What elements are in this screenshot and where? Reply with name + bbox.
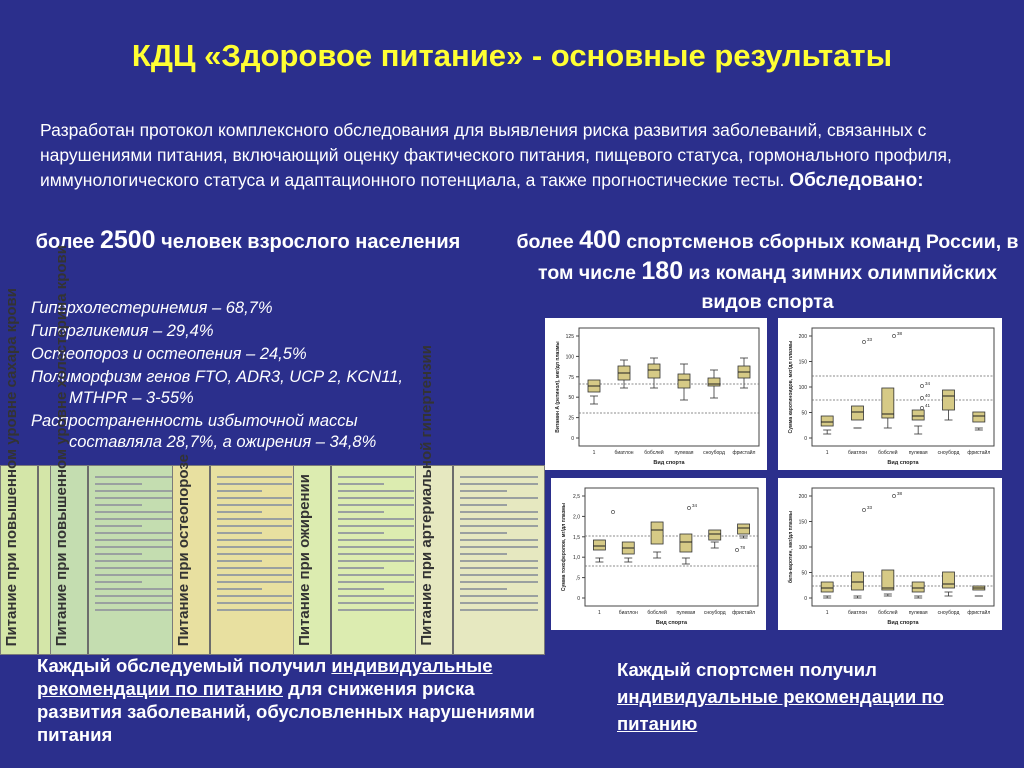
x-tick-label: пулевая (908, 450, 928, 456)
brochure-sugar: Питание при повышенном уровне сахара крови (0, 465, 54, 655)
outlier-point (920, 406, 923, 409)
x-tick-label: 1 (598, 610, 601, 616)
y-tick-label: ,5 (575, 575, 580, 582)
finding-item: Гиперхолестеринемия – 68,7% (31, 299, 273, 317)
y-axis-label: Витамин А (ретинол), мкг/дл плазмы (555, 341, 561, 433)
y-tick-label: 1,0 (573, 555, 580, 562)
box (912, 410, 924, 420)
plot-frame (585, 488, 758, 606)
outlier-point (735, 548, 738, 551)
brochure-cholesterol: Питание при повышенном уровне холестерина крови (50, 465, 180, 655)
outlier-point (862, 340, 865, 343)
y-tick-label: 0 (577, 596, 580, 602)
box (678, 374, 690, 388)
y-tick-label: 0 (571, 436, 574, 442)
outlier-point (892, 494, 895, 497)
x-tick-label: пулевая (908, 610, 928, 616)
outlier-point (611, 510, 614, 513)
athletes-prefix: более (516, 231, 574, 253)
plot-frame (812, 488, 994, 606)
y-tick-label: 100 (565, 354, 574, 361)
intro-paragraph (40, 118, 990, 193)
x-axis-label: Вид спорта (655, 620, 688, 626)
x-tick-label: сноуборд (703, 610, 726, 616)
y-axis-label: бета-каротин, мкг/дл плазмы (788, 510, 794, 584)
box (943, 390, 955, 410)
y-tick-label: 100 (798, 545, 807, 551)
box (821, 582, 833, 592)
box (651, 522, 663, 544)
outlier-label: 34 (692, 503, 698, 508)
athletes-count: 400 (579, 226, 621, 254)
athletes-rec-text: Каждый спортсмен получил (617, 659, 877, 680)
y-tick-label: 75 (568, 374, 574, 381)
box (882, 570, 894, 590)
box (973, 412, 985, 422)
box (912, 582, 924, 592)
y-tick-label: 2,0 (573, 514, 580, 521)
finding-item: Остеопороз и остеопения – 24,5% (31, 345, 307, 363)
y-tick-label: 0 (804, 596, 807, 602)
outlier-point (920, 396, 923, 399)
box (943, 572, 955, 588)
outlier-label: 78 (740, 545, 746, 550)
chart-vitamin-a (545, 318, 767, 470)
outlier-point (687, 506, 690, 509)
outlier-label: 41 (925, 403, 931, 408)
x-axis-label: Вид спорта (887, 620, 919, 626)
adults-heading (28, 226, 468, 257)
x-tick-label: фристайл (732, 450, 756, 456)
adults-prefix: более (35, 231, 95, 253)
x-axis-label: Вид спорта (653, 460, 685, 466)
x-tick-label: биатлон (618, 610, 638, 616)
outlier-label: 40 (925, 393, 931, 398)
chart-carotenoids (778, 318, 1002, 470)
y-tick-label: 125 (565, 334, 574, 340)
finding-item: Полиморфизм генов FTO, ADR3, UCP 2, KCN11, MTHPR – 3-55% (31, 368, 403, 407)
plot-frame (812, 328, 994, 446)
x-tick-label: бобслей (878, 610, 898, 616)
y-tick-label: 1,5 (573, 534, 580, 541)
brochure-obesity: Питание при ожирении (293, 465, 421, 655)
outlier-label: 38 (897, 491, 903, 496)
slide-title: КДЦ «Здоровое питание» - основные результаты (131, 38, 893, 73)
x-tick-label: сноуборд (703, 450, 725, 456)
x-tick-label: биатлон (614, 450, 634, 456)
adults-rec-text2: для снижения риска развития заболеваний, обусловленных нарушениями питания (37, 678, 535, 745)
adults-rec-link: индивидуальные рекомендации по питанию (37, 655, 493, 699)
box (738, 524, 750, 534)
x-tick-label: фристайл (732, 610, 756, 616)
athletes-mid: спортсменов сборных команд России, в том числе (538, 231, 1019, 284)
x-tick-label: 1 (592, 450, 596, 456)
finding-item: Распространенность избыточной массы составляла 28,7%, а ожирения – 34,8% (31, 412, 377, 451)
winter-athletes-count: 180 (641, 257, 684, 285)
adults-suffix: человек взрослого населения (161, 231, 461, 253)
outlier-label: 38 (897, 331, 903, 336)
x-tick-label: бобслей (644, 450, 664, 456)
y-tick-label: 25 (568, 415, 574, 422)
adults-rec-text: Каждый обследуемый получил (37, 655, 327, 676)
adults-count: 2500 (99, 226, 156, 254)
y-tick-label: 0 (804, 436, 807, 442)
athletes-rec-link: индивидуальные рекомендации по питанию (617, 686, 944, 734)
boxplot-carotenoids (778, 318, 1002, 470)
y-tick-label: 2,5 (573, 494, 580, 500)
x-tick-label: сноуборд (937, 450, 960, 456)
box (648, 364, 660, 378)
box (709, 530, 721, 540)
boxplot-tocopherols (551, 478, 766, 630)
outlier-label: 33 (867, 337, 873, 342)
y-tick-label: 200 (798, 334, 807, 340)
x-tick-label: 1 (825, 450, 829, 456)
y-tick-label: 50 (568, 395, 574, 402)
finding-item: Гипергликемия – 29,4% (31, 322, 214, 340)
x-tick-label: сноуборд (937, 610, 960, 616)
outlier-point (892, 334, 895, 337)
box (852, 406, 864, 420)
outlier-label: 34 (925, 381, 931, 386)
x-tick-label: фристайл (967, 450, 991, 456)
boxplot-beta-carotene (778, 478, 1002, 630)
y-tick-label: 50 (801, 570, 807, 577)
outlier-label: 33 (867, 505, 873, 510)
athletes-recommendation (617, 656, 997, 737)
box (680, 534, 692, 552)
y-tick-label: 50 (801, 410, 807, 417)
box (821, 416, 833, 426)
y-tick-label: 200 (798, 494, 807, 500)
athletes-suffix: из команд зимних олимпийских видов спорта (688, 262, 997, 313)
outlier-point (862, 508, 865, 511)
x-tick-label: бобслей (878, 450, 898, 456)
x-tick-label: 1 (825, 610, 829, 616)
x-tick-label: пулевая (674, 450, 694, 456)
athletes-heading (515, 226, 1020, 317)
x-tick-label: биатлон (847, 450, 868, 456)
x-axis-label: Вид спорта (887, 460, 919, 466)
box (593, 540, 605, 550)
x-tick-label: бобслей (647, 610, 667, 616)
box (852, 572, 864, 590)
x-tick-label: пулевая (676, 610, 696, 616)
brochure-osteoporosis: Питание при остеопорозе (172, 465, 299, 655)
box (708, 378, 720, 386)
brochure-hypertension: Питание при артериальной гипертензии (415, 465, 545, 655)
y-axis-label: Сумма токоферолов, мг/дл плазмы (561, 502, 567, 592)
y-axis-label: Сумма каротиноидов, мкг/дл плазмы (788, 340, 794, 434)
x-tick-label: фристайл (967, 610, 991, 616)
adults-recommendation (37, 654, 537, 746)
outlier-point (920, 384, 923, 387)
y-tick-label: 100 (798, 385, 807, 391)
chart-tocopherols (551, 478, 766, 630)
chart-beta-carotene (778, 478, 1002, 630)
y-tick-label: 150 (798, 519, 807, 526)
intro-text: Разработан протокол комплексного обследования для выявления риска развития заболеваний, связанных с нарушениями питания, включающий оценку фактического питания, пищевого статуса, гормонального профиля, иммунологического статуса и адаптационного потенциала, а также прогностические тесты. (40, 120, 952, 190)
intro-emphasis: Обследовано: (789, 170, 924, 191)
x-tick-label: биатлон (847, 610, 868, 616)
plot-frame (579, 328, 759, 446)
y-tick-label: 150 (798, 359, 807, 366)
boxplot-vitamin-a (545, 318, 767, 470)
